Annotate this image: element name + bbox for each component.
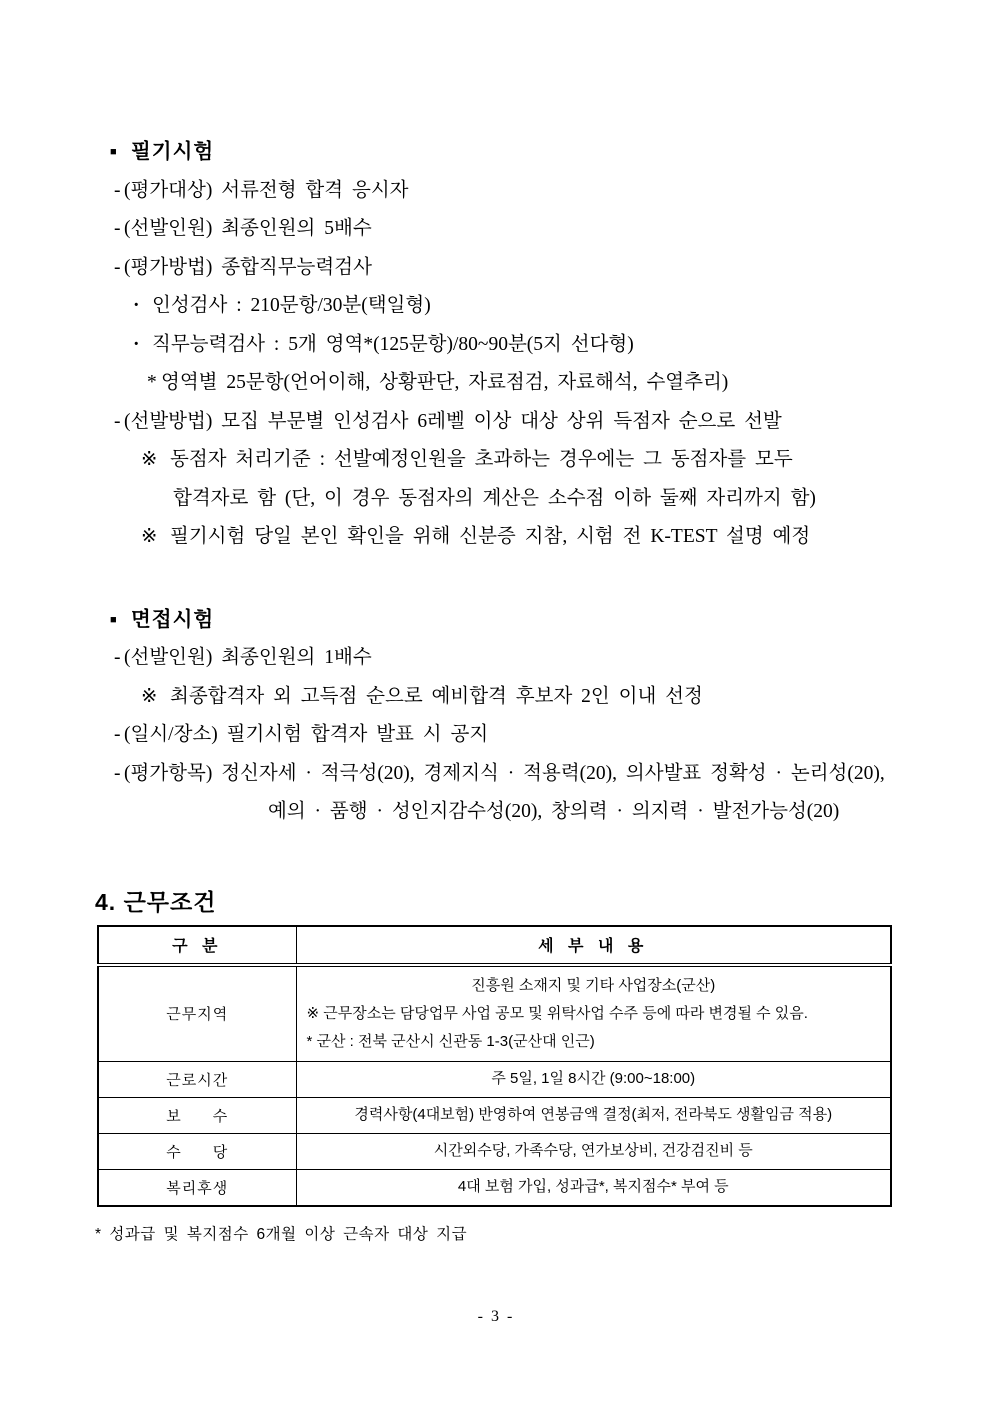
- line-text: 영역별 25문항(언어이해, 상황판단, 자료점검, 자료해석, 수열추리): [161, 372, 729, 393]
- row-category: 수 당: [98, 1133, 296, 1169]
- table-header-details: 세 부 내 용: [296, 926, 891, 965]
- row-category: 복리후생: [98, 1169, 296, 1206]
- list-line: [0, 210, 992, 249]
- row-category: 근로시간: [98, 1061, 296, 1097]
- section-interview-exam: [0, 601, 992, 832]
- cell-line: 시간외수당, 가족수당, 연가보상비, 건강검진비 등: [433, 1142, 753, 1159]
- line-marker: ※: [141, 685, 158, 707]
- working-conditions-table: [97, 925, 892, 1207]
- row-details: [296, 1061, 891, 1097]
- line-text: (선발인원) 최종인원의 5배수: [124, 218, 372, 239]
- line-text: (선발방법) 모집 부문별 인성검사 6레벨 이상 대상 상위 득점자 순으로 선발: [124, 410, 782, 432]
- table-header-category: 구 분: [98, 926, 296, 965]
- list-line: [0, 639, 992, 678]
- row-details: [296, 1097, 891, 1133]
- table-row: [98, 1061, 891, 1097]
- line-text: 필기시험 당일 본인 확인을 위해 신분증 지참, 시험 전 K-TEST 설명 예정: [170, 526, 811, 547]
- line-text: (선발인원) 최종인원의 1배수: [124, 647, 372, 668]
- square-bullet-icon: ■: [110, 146, 117, 158]
- line-marker: -: [114, 179, 121, 201]
- line-marker: -: [114, 647, 121, 668]
- section-title-line: [0, 601, 992, 640]
- line-text: 예의 · 품행 · 성인지감수성(20), 창의력 · 의지력 · 발전가능성(20): [268, 801, 840, 822]
- row-details: [296, 965, 891, 1062]
- line-text: (평가방법) 종합직무능력검사: [124, 256, 372, 278]
- list-line: [0, 518, 992, 557]
- row-category: 근무지역: [98, 965, 296, 1062]
- table-body: [98, 965, 891, 1206]
- list-line: [0, 793, 992, 832]
- table-header-row: [98, 926, 891, 965]
- list-line: [0, 755, 992, 794]
- line-text: (일시/장소) 필기시험 합격자 발표 시 공지: [124, 724, 489, 745]
- table-row: [98, 1133, 891, 1169]
- cell-line: 4대 보험 가입, 성과급*, 복지점수* 부여 등: [457, 1178, 729, 1195]
- line-text: (평가대상) 서류전형 합격 응시자: [124, 179, 409, 201]
- list-line: [0, 480, 992, 519]
- section-title: 면접시험: [131, 608, 215, 631]
- cell-line: 진흥원 소재지 및 기타 사업장소(군산): [471, 976, 716, 994]
- line-marker: -: [114, 724, 121, 745]
- list-line: [0, 403, 992, 442]
- table-row: [98, 1097, 891, 1133]
- line-marker: ·: [133, 333, 140, 355]
- list-line: [0, 364, 992, 403]
- cell-line: ※ 근무장소는 담당업무 사업 공모 및 위탁사업 수주 등에 따라 변경될 수 있음.: [306, 1004, 808, 1022]
- list-line: [0, 172, 992, 211]
- list-line: [0, 716, 992, 755]
- table-row: [98, 1169, 891, 1206]
- line-marker: -: [114, 410, 121, 432]
- working-conditions-heading: 4. 근무조건: [95, 888, 217, 915]
- section-written-exam: [0, 0, 992, 557]
- list-line: [0, 287, 992, 326]
- list-line: [0, 249, 992, 288]
- list-line: [0, 441, 992, 480]
- list-line: [0, 678, 992, 717]
- square-bullet-icon: ■: [110, 613, 117, 626]
- footnote: * 성과급 및 복지점수 6개월 이상 근속자 대상 지급: [95, 1225, 468, 1243]
- cell-line: 경력사항(4대보험) 반영하여 연봉금액 결정(최저, 전라북도 생활임금 적용): [354, 1106, 833, 1123]
- row-details: [296, 1169, 891, 1206]
- list-line: [0, 326, 992, 365]
- line-marker: -: [114, 256, 121, 278]
- page-number: - 3 -: [477, 1308, 515, 1325]
- row-category: 보 수: [98, 1097, 296, 1133]
- line-text: 합격자로 함 (단, 이 경우 동점자의 계산은 소수점 이하 둘째 자리까지 함): [173, 487, 816, 509]
- line-marker: ※: [141, 526, 158, 547]
- line-marker: ※: [141, 449, 158, 470]
- line-text: 직무능력검사 : 5개 영역*(125문항)/80~90분(5지 선다형): [152, 333, 634, 355]
- line-text: 동점자 처리기준 : 선발예정인원을 초과하는 경우에는 그 동점자를 모두: [170, 449, 793, 470]
- section-title: 필기시험: [131, 141, 215, 163]
- section-title-line: [0, 133, 992, 172]
- line-text: 인성검사 : 210문항/30분(택일형): [152, 295, 431, 316]
- line-marker: -: [114, 762, 121, 784]
- line-marker: *: [147, 372, 157, 393]
- table-row: [98, 965, 891, 1062]
- row-details: [296, 1133, 891, 1169]
- cell-line: 주 5일, 1일 8시간 (9:00~18:00): [491, 1070, 696, 1087]
- line-marker: -: [114, 218, 121, 239]
- line-text: 최종합격자 외 고득점 순으로 예비합격 후보자 2인 이내 선정: [170, 685, 703, 707]
- line-text: (평가항목) 정신자세 · 적극성(20), 경제지식 · 적용력(20), 의사발표 정확성 · 논리성(20),: [124, 762, 885, 784]
- cell-line: * 군산 : 전북 군산시 신관동 1-3(군산대 인근): [306, 1032, 595, 1050]
- line-marker: ·: [133, 295, 140, 316]
